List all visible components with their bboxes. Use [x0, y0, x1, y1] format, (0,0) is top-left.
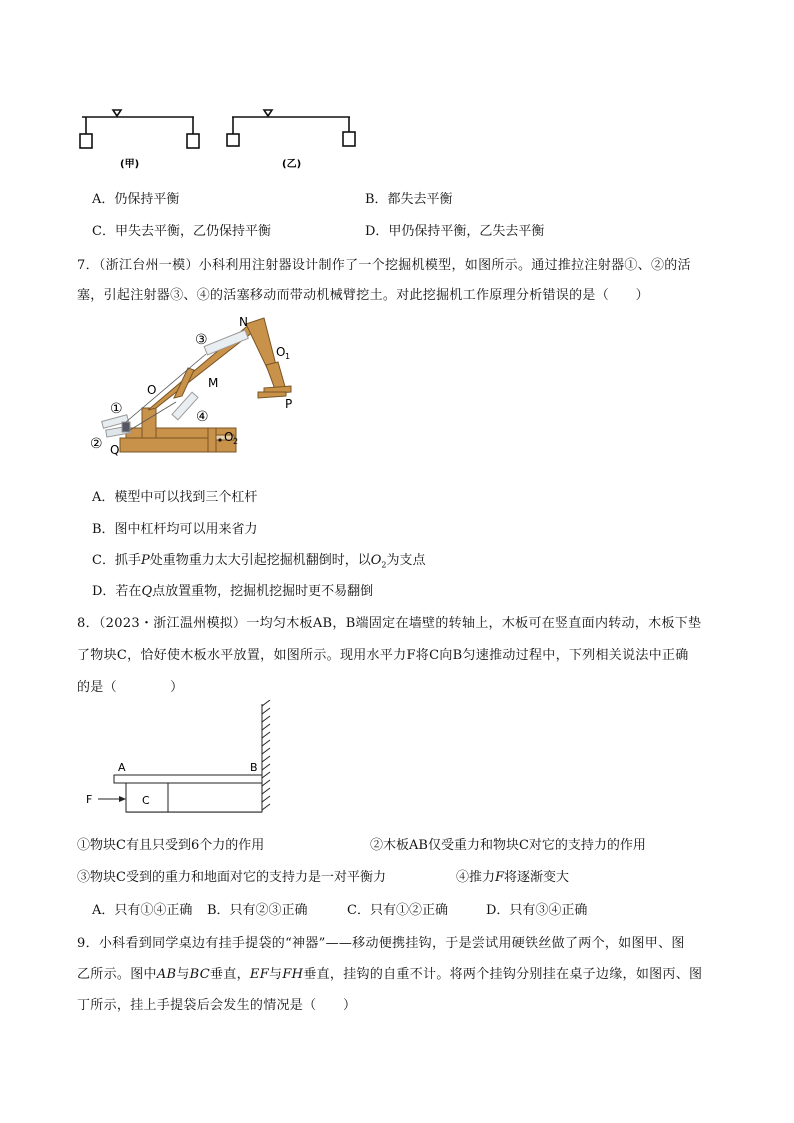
fig-label-o1: O [276, 345, 286, 359]
balance-jia [80, 110, 199, 148]
balance-label-jia: (甲) [120, 159, 140, 170]
q7-option-d-post: 点放置重物，挖掘机挖掘时更不易翻倒 [152, 584, 374, 599]
q6-option-a[interactable]: A．仍保持平衡 [92, 192, 180, 207]
fig-label-q: Q [110, 443, 120, 457]
label-a: A [118, 761, 126, 774]
q9-line2-post: 垂直，挂钩的自重不计。将两个挂钩分别挂在桌子边缘，如图丙、图 [303, 967, 703, 982]
q7-option-b[interactable]: B．图中杠杆均可以用来省力 [92, 522, 258, 537]
q8-option-b[interactable]: B．只有②③正确 [207, 903, 308, 918]
label-c: C [142, 794, 150, 807]
wall [262, 700, 270, 812]
q8-statement-4-post: 将逐渐变大 [504, 870, 570, 885]
q7-option-d[interactable] [92, 580, 373, 599]
q8-statement-3: ③物块C受到的重力和地面对它的支持力是一对平衡力 [77, 870, 386, 885]
q8-statement-1: ①物块C有且只受到6个力的作用 [77, 838, 265, 853]
q9-stem-line3: 丁所示，挂上手提袋后会发生的情况是（ ） [77, 998, 357, 1013]
balance-figure [70, 100, 370, 175]
q7-option-a[interactable]: A．模型中可以找到三个杠杆 [92, 490, 258, 505]
q7-option-c-mid: 处重物重力太大引起挖掘机翻倒时，以 [149, 553, 371, 568]
q7-option-c-post: 为支点 [386, 553, 426, 568]
q8-stem-line3: 的是（ ） [77, 680, 184, 695]
q7-option-c[interactable] [92, 549, 426, 570]
q6-option-d[interactable]: D．甲仍保持平衡，乙失去平衡 [365, 224, 545, 239]
q6-option-b[interactable]: B．都失去平衡 [365, 192, 453, 207]
fig-label-o: O [147, 383, 157, 397]
label-b: B [250, 761, 258, 774]
force-arrow-head [119, 796, 126, 802]
fig-label-p: P [285, 397, 293, 411]
lower-block [168, 783, 262, 812]
q8-statement-4-pre: ④推力 [456, 870, 496, 885]
excavator-boom [148, 318, 291, 410]
q8-stem-line2: 了物块C，恰好使木板水平放置，如图所示。现用水平力F将C向B匀速推动过程中，下列相关说法中正确 [77, 648, 689, 663]
q6-option-c[interactable]: C．甲失去平衡，乙仍保持平衡 [92, 224, 271, 239]
q8-stem-line1: 8．（2023・浙江温州模拟）一均匀木板AB，B端固定在墙壁的转轴上，木板可在竖直面内转动，木板下垫 [77, 616, 702, 631]
q8-statement-2: ②木板AB仅受重力和物块C对它的支持力的作用 [370, 838, 646, 853]
syringe-1-2 [102, 415, 131, 437]
q7-option-d-q: Q [141, 584, 153, 599]
balance-yi [227, 110, 355, 146]
fig-label-o2: O [224, 430, 234, 444]
q8-option-a[interactable]: A．只有①④正确 [92, 903, 193, 918]
fig-label-n: N [239, 315, 248, 329]
q7-option-c-o: O [370, 553, 382, 568]
plank-figure [80, 700, 280, 820]
q9-stem-line1: 9．小科看到同学桌边有挂手提袋的“神器”——移动便携挂钩，于是尝试用硬铁丝做了两个，如图甲、图 [77, 936, 685, 951]
q8-statement-4-f: F [495, 870, 505, 885]
q9-line2-pre: 乙所示。图中 [77, 967, 157, 982]
q7-option-c-p: P [140, 553, 150, 568]
fig-label-c2: ② [90, 436, 103, 452]
q9-ab: AB [156, 967, 177, 982]
excavator-figure [86, 310, 306, 465]
q9-line2-mid1: 与 [176, 967, 190, 982]
q7-option-d-pre: D．若在 [92, 584, 142, 599]
plank-ab[interactable] [114, 775, 262, 783]
q8-option-c[interactable]: C．只有①②正确 [347, 903, 448, 918]
fig-label-m: M [208, 376, 219, 390]
fig-label-c4: ④ [196, 409, 209, 425]
label-f: F [86, 793, 93, 806]
q7-option-c-pre: C．抓手 [92, 553, 141, 568]
q9-line2-mid3: 与 [269, 967, 283, 982]
q7-stem-line2: 塞，引起注射器③、④的活塞移动而带动机械臂挖土。对此挖掘机工作原理分析错误的是（ ） [77, 288, 649, 303]
q9-stem-line2 [77, 963, 702, 982]
q9-ef: EF [249, 967, 270, 982]
q8-statement-4 [456, 866, 569, 885]
balance-label-yi: (乙) [282, 159, 302, 170]
fig-label-o1-sub: 1 [285, 352, 291, 361]
q9-bc: BC [189, 967, 211, 982]
q7-stem-line1: 7．（浙江台州一模）小科利用注射器设计制作了一个挖掘机模型，如图所示。通过推拉注射器①、②的活 [77, 258, 691, 273]
fig-label-c3: ③ [195, 332, 208, 348]
q9-fh: FH [282, 967, 304, 982]
point-o2 [218, 438, 221, 441]
q9-line2-mid2: 垂直， [210, 967, 250, 982]
fig-label-c1: ① [110, 401, 123, 417]
fig-label-o2-sub: 2 [233, 437, 239, 446]
q8-option-d[interactable]: D．只有③④正确 [486, 903, 588, 918]
q7-option-c-sub: 2 [381, 560, 387, 570]
